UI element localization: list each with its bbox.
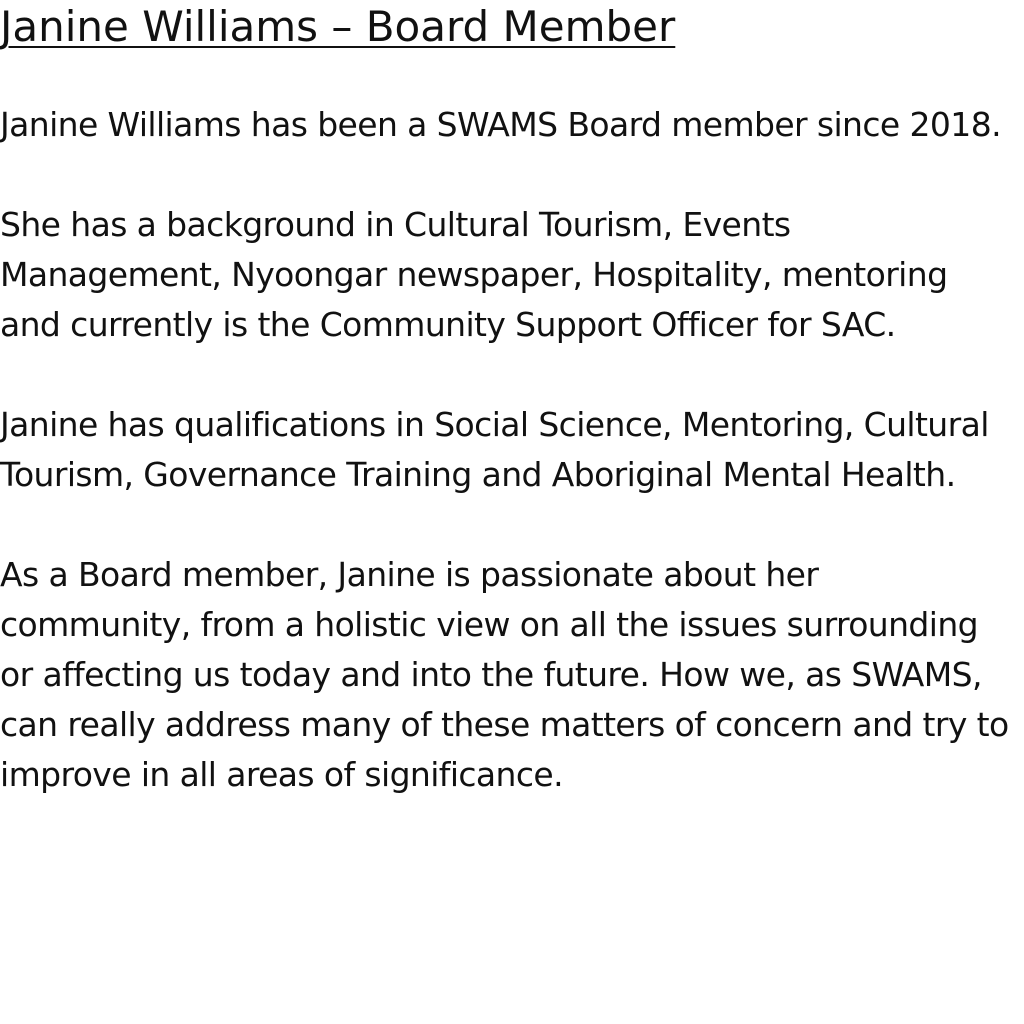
bio-paragraph-passion: As a Board member, Janine is passionate about her community, from a holistic view on all the issues surrounding or affecting us today and into the future. How we, as SWAMS, can really address many of these matters of concern and try to improve in all areas of significance.	[0, 555, 1009, 794]
bio-paragraph-membership: Janine Williams has been a SWAMS Board member since 2018.	[0, 105, 1001, 144]
bio-paragraph-qualifications: Janine has qualifications in Social Science, Mentoring, Cultural Tourism, Governance Training and Aboriginal Mental Health.	[0, 405, 989, 494]
bio-body	[0, 100, 1016, 850]
page-title: Janine Williams – Board Member	[0, 2, 676, 51]
bio-paragraph-background: She has a background in Cultural Tourism, Events Management, Nyoongar newspaper, Hospitality, mentoring and currently is the Community Support Officer for SAC.	[0, 205, 948, 344]
